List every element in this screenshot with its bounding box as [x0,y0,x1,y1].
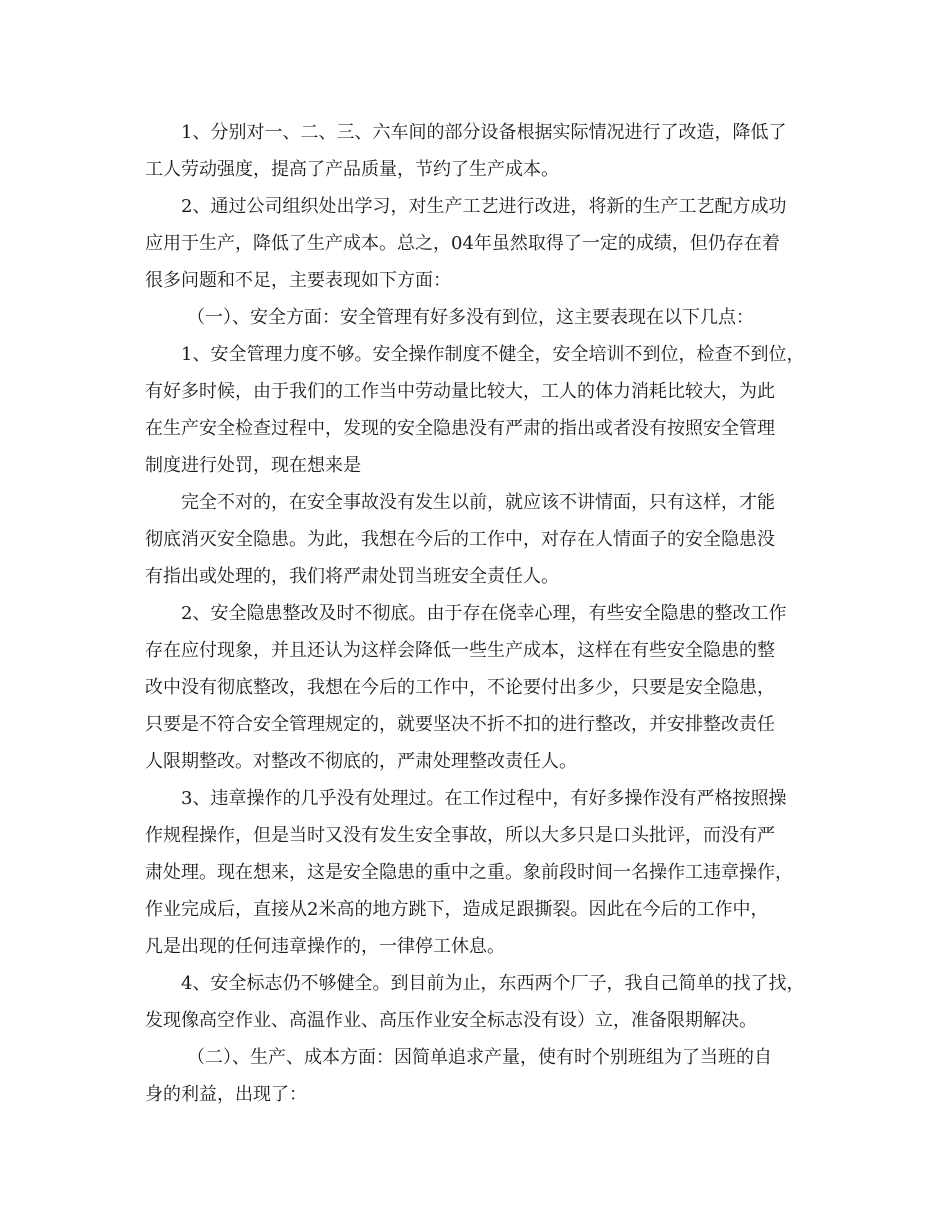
text-line: 1、安全管理力度不够。安全操作制度不健全，安全培训不到位，检查不到位， [181,344,805,365]
text-line: 1、分别对一、二、三、六车间的部分设备根据实际情况进行了改造，降低了 [181,122,787,143]
section-heading: （一）、安全方面：安全管理有好多没有到位，这主要表现在以下几点： [187,307,754,328]
text-line: 3、违章操作的几乎没有处理过。在工作过程中，有好多操作没有严格按照操 [181,788,787,809]
text-line: 有指出或处理的，我们将严肃处罚当班安全责任人。 [145,566,559,587]
text-line: 只要是不符合安全管理规定的，就要坚决不折不扣的进行整改，并安排整改责任 [145,714,775,735]
text-line: 凡是出现的任何违章操作的，一律停工休息。 [145,936,505,957]
text-line: 彻底消灭安全隐患。为此，我想在今后的工作中，对存在人情面子的安全隐患没 [145,529,775,550]
text-line: 2、通过公司组织处出学习，对生产工艺进行改进，将新的生产工艺配方成功 [181,196,787,217]
text-line: 身的利益，出现了： [145,1084,307,1105]
text-line: 作规程操作，但是当时又没有发生安全事故，所以大多只是口头批评，而没有严 [145,825,775,846]
text-line: 4、安全标志仍不够健全。到目前为止，东西两个厂子，我自己简单的找了找， [181,973,805,994]
text-line: 完全不对的，在安全事故没有发生以前，就应该不讲情面，只有这样，才能 [181,492,775,513]
text-line: 肃处理。现在想来，这是安全隐患的重中之重。象前段时间一名操作工违章操作， [145,862,793,883]
text-line: 存在应付现象，并且还认为这样会降低一些生产成本，这样在有些安全隐患的整 [145,640,775,661]
text-line: 工人劳动强度，提高了产品质量，节约了生产成本。 [145,159,559,180]
text-line: 有好多时候，由于我们的工作当中劳动量比较大，工人的体力消耗比较大，为此 [145,381,775,402]
text-line: 人限期整改。对整改不彻底的，严肃处理整改责任人。 [145,751,577,772]
text-line: 很多问题和不足，主要表现如下方面： [145,270,451,291]
text-line: 改中没有彻底整改，我想在今后的工作中，不论要付出多少，只要是安全隐患， [145,677,775,698]
text-line: 应用于生产，降低了生产成本。总之，04年虽然取得了一定的成绩，但仍存在着 [145,233,780,254]
text-line: 制度进行处罚，现在想来是 [145,455,361,476]
text-line: 2、安全隐患整改及时不彻底。由于存在侥幸心理，有些安全隐患的整改工作 [181,603,787,624]
document-body [145,114,815,1113]
section-heading: （二）、生产、成本方面：因简单追求产量，使有时个别班组为了当班的自 [187,1047,772,1068]
text-line: 作业完成后，直接从2米高的地方跳下，造成足跟撕裂。因此在今后的工作中， [145,899,769,920]
text-line: 发现像高空作业、高温作业、高压作业安全标志没有设）立，准备限期解决。 [145,1010,757,1031]
text-line: 在生产安全检查过程中，发现的安全隐患没有严肃的指出或者没有按照安全管理 [145,418,775,439]
